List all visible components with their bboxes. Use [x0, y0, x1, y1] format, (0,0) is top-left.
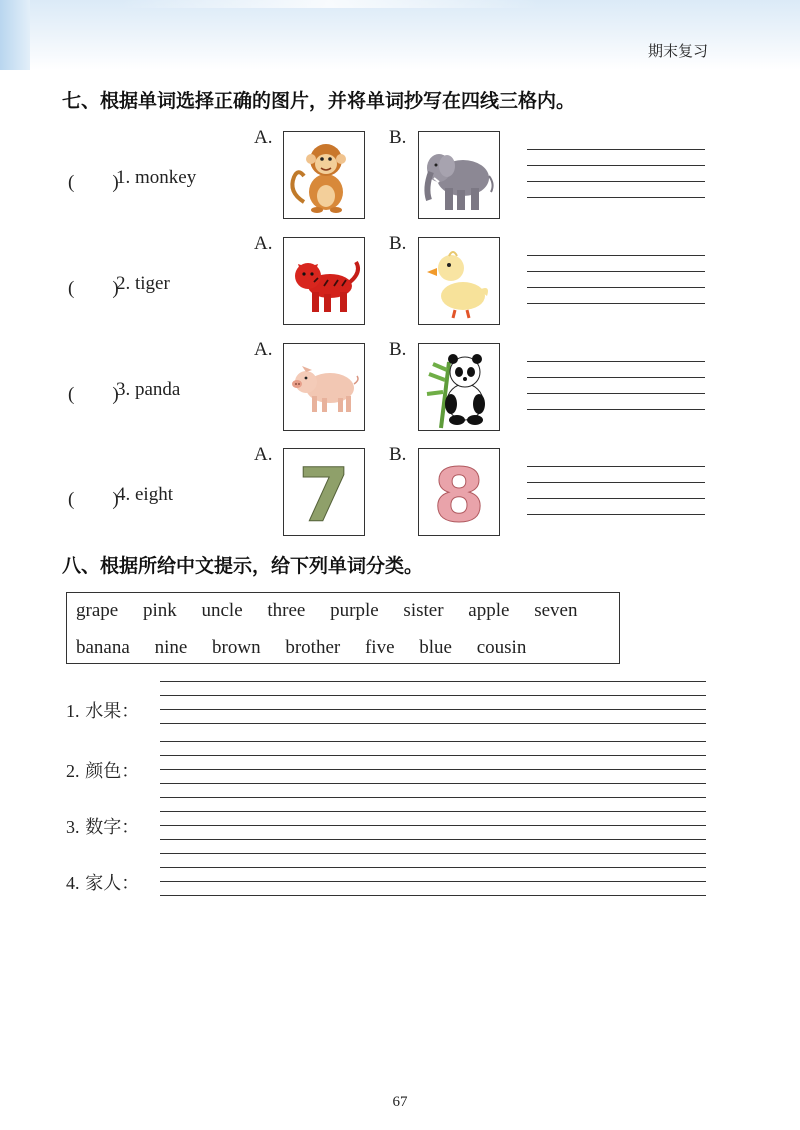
word-item: apple	[468, 600, 510, 621]
category-label: 2. 颜色：	[66, 761, 140, 782]
page-number: 67	[392, 1094, 408, 1110]
option-b-label: B.	[389, 233, 407, 254]
question-row-3	[0, 339, 800, 447]
word-item: uncle	[201, 600, 243, 621]
category-label: 4. 家人：	[66, 873, 140, 894]
category-row-fruit	[66, 681, 726, 731]
category-writing-lines[interactable]	[160, 741, 706, 791]
question-word: 3. panda	[116, 379, 181, 400]
word-item: cousin	[476, 637, 527, 658]
option-a-label: A.	[254, 233, 273, 254]
monkey-picture[interactable]	[283, 131, 365, 219]
answer-paren[interactable]: ( )	[68, 384, 119, 405]
word-item: banana	[76, 637, 130, 658]
section-7-title: 七、根据单词选择正确的图片，并将单词抄写在四线三格内。	[62, 90, 576, 112]
category-row-color	[66, 741, 726, 791]
number-seven-picture[interactable]	[283, 448, 365, 536]
question-row-1	[0, 127, 800, 235]
category-writing-lines[interactable]	[160, 681, 706, 731]
option-b-label: B.	[389, 339, 407, 360]
question-word: 2. tiger	[116, 273, 170, 294]
option-a-label: A.	[254, 127, 273, 148]
option-b-label: B.	[389, 444, 407, 465]
elephant-picture[interactable]	[418, 131, 500, 219]
category-label: 3. 数字：	[66, 817, 140, 838]
question-word: 1. monkey	[116, 167, 197, 188]
section-8-title: 八、根据所给中文提示，给下列单词分类。	[62, 555, 424, 577]
handwriting-lines[interactable]	[527, 149, 705, 199]
digit-eight: 8	[433, 453, 485, 535]
word-item: three	[267, 600, 306, 621]
category-writing-lines[interactable]	[160, 797, 706, 847]
number-eight-picture[interactable]	[418, 448, 500, 536]
option-b-label: B.	[389, 127, 407, 148]
answer-paren[interactable]: ( )	[68, 489, 119, 510]
word-bank-line-1	[76, 600, 597, 622]
word-item: purple	[330, 600, 379, 621]
answer-paren[interactable]: ( )	[68, 172, 119, 193]
panda-picture[interactable]	[418, 343, 500, 431]
pig-picture[interactable]	[283, 343, 365, 431]
option-a-label: A.	[254, 339, 273, 360]
word-item: pink	[142, 600, 177, 621]
word-item: grape	[76, 600, 119, 621]
category-row-family	[66, 853, 726, 903]
option-a-label: A.	[254, 444, 273, 465]
handwriting-lines[interactable]	[527, 255, 705, 305]
answer-paren[interactable]: ( )	[68, 278, 119, 299]
handwriting-lines[interactable]	[527, 466, 705, 516]
word-item: sister	[403, 600, 444, 621]
question-row-4	[0, 444, 800, 552]
handwriting-lines[interactable]	[527, 361, 705, 411]
word-bank	[66, 592, 620, 664]
word-item: blue	[419, 637, 452, 658]
word-item: seven	[534, 600, 578, 621]
word-item: brother	[285, 637, 341, 658]
category-row-number	[66, 797, 726, 847]
word-bank-line-2	[76, 637, 546, 659]
duck-picture[interactable]	[418, 237, 500, 325]
question-word: 4. eight	[116, 484, 173, 505]
category-writing-lines[interactable]	[160, 853, 706, 903]
header-label: 期末复习	[647, 42, 708, 60]
word-item: nine	[154, 637, 188, 658]
tiger-picture[interactable]	[283, 237, 365, 325]
digit-seven: 7	[298, 453, 350, 535]
word-item: five	[364, 637, 395, 658]
word-item: brown	[212, 637, 261, 658]
category-label: 1. 水果：	[66, 701, 140, 722]
question-row-2	[0, 233, 800, 341]
